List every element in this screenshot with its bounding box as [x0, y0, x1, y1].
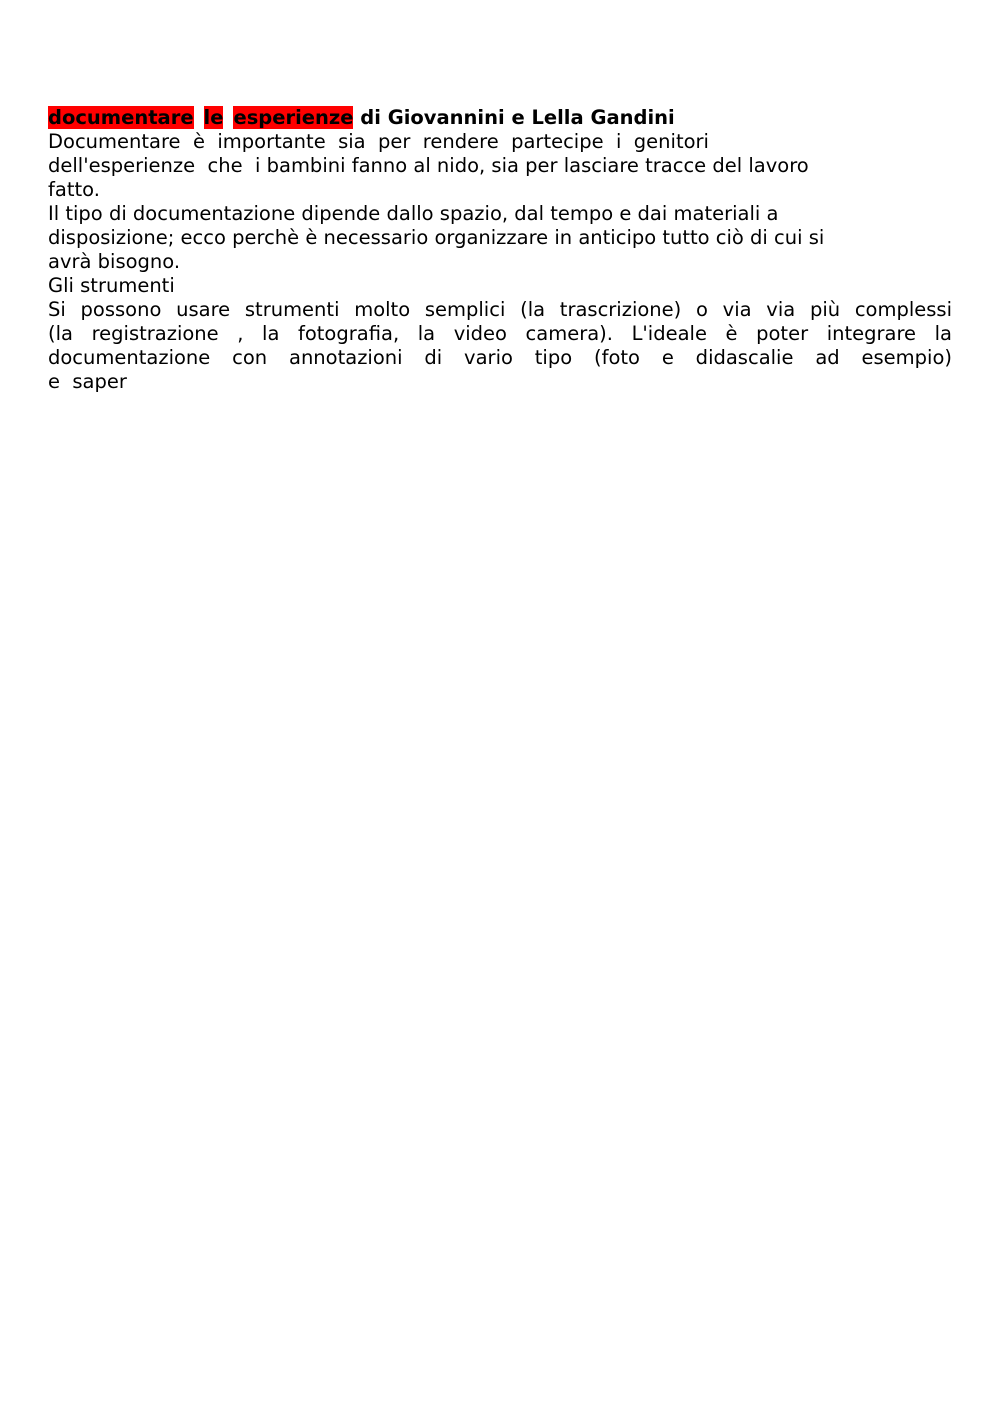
body-line-10: documentazione con annotazioni di vario tipo (foto e didascalie ad esempio): [48, 346, 952, 369]
title-highlight-documentare: documentare: [48, 106, 194, 129]
title-highlight-le: le: [203, 106, 224, 129]
body-line-9: (la registrazione , la fotografia, la video camera). L'ideale è poter integrare la: [48, 322, 952, 345]
body-line-11: e saper: [48, 370, 127, 393]
section-heading-strumenti: Gli strumenti: [48, 274, 175, 297]
body-line-1: Documentare è importante sia per rendere partecipe i genitori: [48, 130, 709, 153]
body-line-5: disposizione; ecco perchè è necessario organizzare in anticipo tutto ciò di cui si: [48, 226, 825, 249]
document-title: [48, 106, 952, 130]
body-line-4: Il tipo di documentazione dipende dallo spazio, dal tempo e dai materiali a: [48, 202, 779, 225]
body-line-2: dell'esperienze che i bambini fanno al nido, sia per lasciare tracce del lavoro: [48, 154, 809, 177]
body-line-6: avrà bisogno.: [48, 250, 181, 273]
document-page: [48, 106, 952, 394]
body-line-3: fatto.: [48, 178, 100, 201]
title-authors: di Giovannini e Lella Gandini: [360, 106, 675, 129]
body-line-8: Si possono usare strumenti molto semplici (la trascrizione) o via via più complessi: [48, 298, 952, 321]
title-highlight-esperienze: esperienze: [233, 106, 354, 129]
